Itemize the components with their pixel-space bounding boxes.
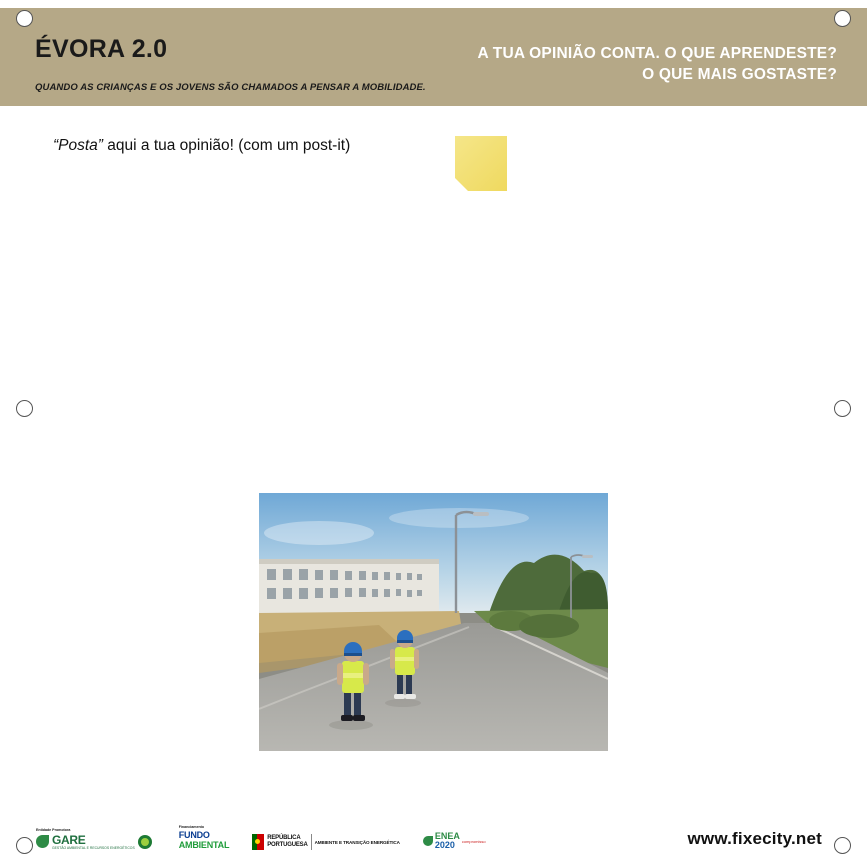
photo-children-on-road [259,493,608,751]
header-question [477,43,837,85]
page-subtitle: QUANDO AS CRIANÇAS E OS JOVENS SÃO CHAMADOS A PENSAR A MOBILIDADE. [35,82,426,93]
instruction-text [53,137,350,155]
logo-gare [36,828,152,850]
logo-republica-text [267,835,307,849]
page-title: ÉVORA 2.0 [35,35,168,63]
leaf-icon [423,836,433,846]
header-question-line2: O QUE MAIS GOSTASTE? [642,66,837,83]
logo-fundo-mark [179,831,230,850]
logo-enea-mark: ENEA [434,831,460,841]
photo-illustration [259,493,608,751]
logo-republica-portuguesa [252,834,400,850]
punch-hole-icon [834,400,851,417]
logo-republica-line2: PORTUGUESA [267,842,308,848]
punch-hole-icon [834,10,851,27]
circular-logo-icon [138,835,152,849]
header-content [35,8,837,106]
punch-hole-icon [16,10,33,27]
logo-ministry-label: AMBIENTE E TRANSIÇÃO ENERGÉTICA [314,839,400,845]
website-url[interactable]: www.fixecity.net [687,829,822,848]
post-it-note-icon [455,136,507,191]
logo-enea-2020 [423,832,486,850]
leaf-icon [36,835,49,848]
logo-enea-small: compromisso [461,838,486,844]
logo-republica-line1: REPÚBLICA [267,835,301,841]
logo-gare-sub: GESTÃO AMBIENTAL E RECURSOS ENERGÉTICOS [52,845,135,850]
logo-enea-year: 2020 [434,840,455,850]
divider [311,834,312,850]
punch-hole-icon [16,400,33,417]
punch-hole-icon [16,837,33,854]
logo-fundo-line2: AMBIENTAL [178,839,230,850]
logo-gare-caption: Entidade Promotora [36,827,71,832]
punch-hole-icon [834,837,851,854]
instruction-emphasis: “Posta” [53,137,103,154]
logo-gare-name: GARE [52,832,86,847]
header-question-line1: A TUA OPINIÃO CONTA. O QUE APRENDESTE? [477,45,837,62]
page-header [0,8,867,106]
portugal-flag-icon [252,834,264,850]
footer-logo-strip [36,814,486,850]
post-it-curl [455,178,468,191]
logo-fundo-ambiental [179,825,230,850]
logo-fundo-line1: FUNDO [178,830,210,840]
instruction-rest: aqui a tua opinião! (com um post-it) [102,137,351,154]
logo-gare-mark [36,834,152,850]
logo-fundo-caption: Financiamento [178,825,205,829]
